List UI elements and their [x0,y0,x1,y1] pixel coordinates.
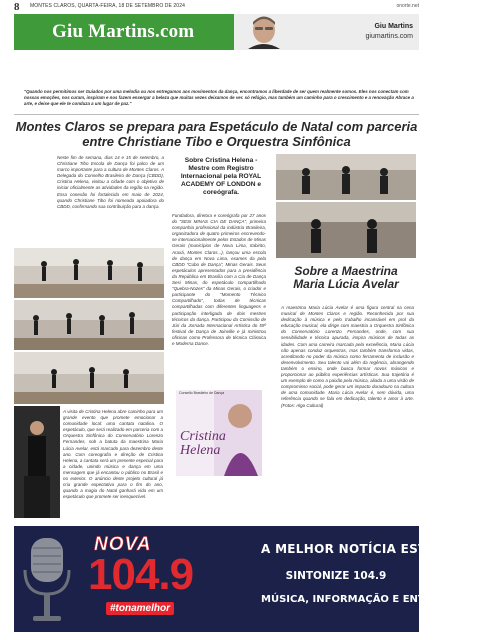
cristina-cd-cover [176,390,262,476]
cristina-sidebar-title: Sobre Cristina Helena - Mestre com Registro Internacional pela ROYAL ACADEMY OF LONDON e coreógrafa. [180,157,262,196]
dance-class-photo-2 [14,300,164,350]
site-url[interactable]: onorte.net [396,3,419,9]
maria-sidebar-title: Sobre a Maestrina Maria Lúcia Avelar [293,264,399,291]
page-number: 8 [14,1,20,13]
author-portrait [244,15,284,49]
radio-hashtag: #tonamelhor [106,602,174,615]
microphone-icon [17,534,77,630]
maria-sidebar-text: A maestrina Maria Lúcia Avelar é uma figura central na cena musical de Montes Claros e região. Reconhecida por sua dedicação à música e pelo trabalho incansável em prol da educação musical, ela dirige com maestria a Orquestra Sinfônica do Conservatório Lorenzo Fernandes, onde, com sua sensibilidade e técnica apurada, inspira músicos de todas as idades. Com uma carreira marcada pela excelência, Maria Lúcia não apenas conduz orquestras, mas também transforma vidas, acreditando no poder da música como ferramenta de inclusão e desenvolvimento. Seu talento vai além da regência, abrangendo também o ensino, onde busca formar novos músicos e proporcionar ao público experiências artísticas. Sua trajetória é um exemplo de como a paixão pela música, aliada a uma visão de compromisso social, pode gerar um impacto duradouro na cultura de uma comunidade. Maria Lúcia Avelar é, sem dúvida, uma referência quando se fala em dedicação, talento e amor à arte. (Fotos: Algo Cultural) [281,305,414,408]
radio-logo [84,534,204,626]
dance-class-photo-3 [14,352,164,404]
radio-brand: NOVA [94,534,152,555]
radio-frequency: 104.9 [88,550,194,599]
divider [14,114,419,115]
cristina-sidebar-text: Fundadora, diretora e coreógrafa por 27 anos do "SESI MINAS CIA DE DANÇA", primeira companhia profissional da indústria Brasileira, organizadora de quatro primeiros escrevendo-se internacionalmente pelos Estados de Minas Gerais (municípios de Nova Lima, Itabirito, Araxá, Montes Claros...), lançou uma escola de dança em Nova Lima, exames da pela CBDD "Cubo de Dança", Minas Gerais. Seus espetáculos apresentados para a presidência da República em Brasília com a Cia de Dança Sesi Minas, do espetáculo compartilhado "Quebra-Nozes" da Minas Gerais, o criador e participante do "Momento Técnico Compartilhado", todas de técnicas compartilhadas com diferentes linguagens e participação interligada de dois mestres técnicos da dança. Participou da Comissão de Júri da Jornada Internacional Artística do 59º festival de Dança de Joinville e já ministrou oficinas como Professora de técnica Clássica e Moderna Dance. [172,213,266,346]
ad-tagline: MÚSICA, INFORMAÇÃO E ENTREVISTAS [261,594,479,605]
column-title: Giu Martins.com [52,21,195,42]
article-headline: Montes Claros se prepara para Espetáculo de Natal com parceria entre Christiane Tibo e Orquestra Sinfônica [15,119,418,149]
page-header [0,0,433,14]
author-block [234,14,419,50]
article-intro: Neste fim de semana, dias 14 e 15 de setembro, a Christiane Tibo Escola de Dança foi palco de um marco importante para a cultura de Montes Claros. A Delegada do Conselho Brasileiro de Dança (CBDD), Cristina Helena, visitou a cidade com o objetivo de iniciar oficialmente as atividades da região na região. Essa conexão foi fortalecida em maio de 2024, quando Christiane Tibo foi nomeada apoiadora do CBDD, confirmando sua contribuição para a dança. [57,155,164,209]
column-banner [14,14,419,50]
maestrina-photo-1 [276,154,416,200]
visit-text: A visita de Cristina Helena abre caminho para um grande evento que promete emocionar a comunidade local: uma cantata natalina. O espetáculo, que será realizado em parceria com a Orquestra Sinfônica do Conservatório Lorenzo Fernandes, sob a batuta da maestrina Maria Lúcia Avelar, está marcado para dezembro deste ano. Com coreografia e direção de Cristina Helena, a cantata será um presente especial para a cidade, unindo música e dança em uma mensagem que já encantou o público no Brasil e no exterior. O anúncio deste projeto cultural já cria grande expectativa para o fim do ano, quando a magia do Natal ganhará vida em um espetáculo que promete ser inesquecível. [63,409,163,500]
ad-headline: A MELHOR NOTÍCIA ESTÁ NO AR [261,542,484,556]
epigraph-quote: "Quando nos permitimos ser Guiados por uma melodia ou nos entregamos aos movimentos da dança, encontramos a liberdade de ser quem realmente somos. Eles nos conectam com nossas emoções, nos curam, inspiram e nos fazem enxergar a beleza que muitas vezes deixamos de ver. só refúgio, mas também um caminho para o crescimento e a renovação Abrace a arte, e deixe que ele te conduza a um lugar de paz." [24,89,414,107]
author-name: Giu Martins [374,23,413,30]
radio-advertisement[interactable] [14,526,484,632]
banner-title-block [14,14,234,50]
maestrina-photo-2 [276,202,416,258]
dance-class-photo-1 [14,248,164,298]
dance-portrait-photo [14,406,60,518]
date-line: MONTES CLAROS, QUARTA-FEIRA, 18 DE SETEMBRO DE 2024 [30,3,185,9]
ad-tune-in: SINTONIZE 104.9 [285,570,387,582]
author-site[interactable]: giumartins.com [365,33,413,40]
cd-name: Cristina Helena [180,429,226,458]
cd-badge: Consello Brasileiro de Dança [179,391,225,395]
